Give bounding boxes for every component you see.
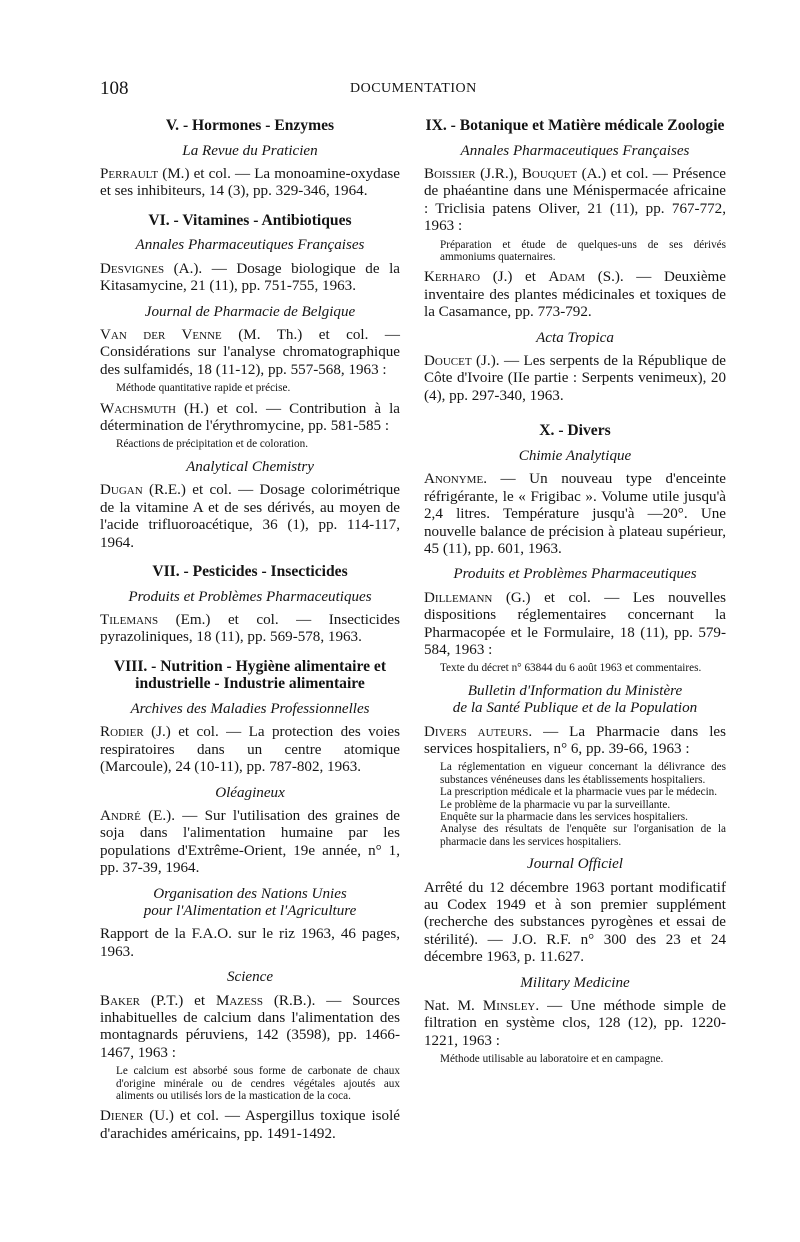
- bibliography-entry: [424, 269, 726, 321]
- entry-text: . — La Pharmacie dans les services hospitaliers, n° 6, pp. 39-66, 1963 :: [424, 723, 726, 757]
- entry-text: . — Un nouveau type d'enceinte réfrigérante, le « Frigibac ». Volume utile jusqu'à 2,4 litres. Température jusqu'à —20°. Une nouvelle balance de précision à plateau supérieur, 45 (11), pp. 601, 1963.: [424, 471, 726, 557]
- section-title-ix: IX. - Botanique et Matière médicale Zoologie: [425, 117, 725, 134]
- bibliography-entry: [100, 327, 400, 379]
- entry-text: Rapport de la F.A.O. sur le riz 1963, 46 pages, 1963.: [100, 926, 400, 960]
- entry-text: (M. Th.) et col. — Considérations sur l'analyse chromatographique des sulfamidés, 18 (11-12), pp. 557-568, 1963 :: [100, 327, 400, 378]
- entry-note: La réglementation en vigueur concernant la délivrance des substances vénéneuses dans les établissements hospitaliers.: [440, 761, 726, 786]
- entry-author: Anonyme: [424, 471, 484, 488]
- entry-author: Doucet: [424, 353, 472, 370]
- bibliography-entry: [100, 926, 400, 961]
- bibliography-entry: [424, 724, 726, 759]
- entry-note: Analyse des résultats de l'enquête sur l'organisation de la pharmacie dans les services hospitaliers.: [440, 823, 726, 848]
- entry-author: Dugan: [100, 482, 143, 499]
- entry-author: Bouquet: [521, 166, 578, 182]
- entry-note: La prescription médicale et la pharmacie vues par le médecin.: [440, 786, 718, 799]
- entry-text: (J.). — Les serpents de la République de Côte d'Ivoire (IIe partie : Serpents venimeux), 20 (4), pp. 297-340, 1963.: [424, 353, 726, 404]
- entry-author: Desvignes: [100, 260, 165, 277]
- entry-text: (G.) et col. — Les nouvelles dispositions réglementaires concernant la Pharmacopée et le Formulaire, 18 (11), pp. 579-584, 1963 :: [424, 589, 726, 658]
- entry-author: Minsley: [482, 998, 536, 1015]
- bibliography-entry: [100, 166, 400, 201]
- journal-title: de la Santé Publique et de la Population: [452, 700, 698, 717]
- journal-title: Produits et Problèmes Pharmaceutiques: [453, 566, 697, 583]
- page-number: 108: [100, 78, 129, 99]
- entry-text: (J.) et: [480, 269, 549, 286]
- bibliography-entry: [424, 471, 726, 558]
- bibliography-entry: [100, 808, 400, 878]
- entry-text: (A.). — Dosage biologique de la Kitasamycine, 21 (11), pp. 751-755, 1963.: [100, 260, 400, 295]
- entry-note: Le calcium est absorbé sous forme de carbonate de chaux d'origine minérale ou de cendres végétales ajoutés aux aliments ou utilisés lors de la mastication de la coca.: [116, 1065, 400, 1103]
- bibliography-entry: [424, 166, 726, 236]
- entry-text: (S.). — Deuxième inventaire des plantes médicinales et toxiques de la Casamance, pp. 773-792.: [424, 269, 726, 321]
- entry-author: Divers auteurs: [424, 723, 529, 740]
- entry-note: Réactions de précipitation et de coloration.: [116, 438, 308, 451]
- entry-text: Arrêté du 12 décembre 1963 portant modificatif au Codex 1949 et à son premier supplément (recherche des substances pyrogènes et essai de stérilité). — J.O. R.F. n° 300 des 23 et 24 décembre 1963, p. 11.627.: [424, 879, 726, 966]
- bibliography-entry: [424, 998, 726, 1050]
- entry-author: Mazess: [215, 992, 263, 1009]
- entry-text: (Em.) et col. — Insecticides pyrazoliniques, 18 (11), pp. 569-578, 1963.: [100, 611, 400, 646]
- entry-text: (J.) et col. — La protection des voies respiratoires dans un centre atomique (Marcoule), 24 (10-11), pp. 787-802, 1963.: [100, 724, 400, 776]
- journal-title: Annales Pharmaceutiques Françaises: [460, 142, 690, 159]
- section-title-x: X. - Divers: [539, 422, 611, 440]
- entry-text: (P.T.) et: [140, 992, 216, 1009]
- bibliography-entry: [100, 482, 400, 552]
- bibliography-entry: [100, 261, 400, 296]
- journal-title: Journal de Pharmacie de Belgique: [144, 303, 356, 320]
- entry-text: (U.) et col. — Aspergillus toxique isolé d'arachides américains, pp. 1491-1492.: [100, 1108, 400, 1142]
- entry-note: Enquête sur la pharmacie dans les services hospitaliers.: [440, 811, 688, 823]
- entry-author: Adam: [548, 269, 586, 286]
- bibliography-entry: [100, 612, 400, 647]
- entry-text: (J.R.),: [475, 166, 522, 182]
- section-title-vii: VII. - Pesticides - Insecticides: [152, 562, 348, 580]
- entry-author: Kerharo: [424, 269, 481, 286]
- entry-text: (R.E.) et col. — Dosage colorimétrique de la vitamine A et de ses dérivés, au moyen de l'acide trifluoroacétique, 36 (1), pp. 114-117, 1964.: [100, 482, 400, 551]
- journal-title: Produits et Problèmes Pharmaceutiques: [128, 588, 372, 605]
- entry-text: (A.) et col. — Présence de phaéantine dans une Ménispermacée africaine : Triclisia patens Oliver, 21 (11), pp. 767-772, 1963 :: [424, 166, 726, 235]
- entry-note: Préparation et étude de quelques-uns de ses dérivés ammoniums quaternaires.: [440, 238, 726, 264]
- entry-author: Tilemans: [100, 611, 159, 628]
- right-column: [424, 117, 726, 1072]
- bibliography-entry: [424, 353, 726, 405]
- journal-title: La Revue du Praticien: [182, 142, 318, 159]
- journal-title: Journal Officiel: [527, 856, 623, 873]
- entry-text: (E.). — Sur l'utilisation des graines de soja dans l'alimentation humaine par les populations d'Extrême-Orient, 19e année, n° 1, pp. 37-39, 1964.: [100, 807, 400, 877]
- entry-text: (R.B.). — Sources inhabituelles de calcium dans l'alimentation des montagnards péruviens, 142 (3598), pp. 1466-1467, 1963 :: [100, 992, 400, 1061]
- section-title-v: V. - Hormones - Enzymes: [165, 117, 335, 134]
- bibliography-entry: [100, 993, 400, 1063]
- bibliography-entry: [424, 590, 726, 660]
- entry-note: Texte du décret n° 63844 du 6 août 1963 et commentaires.: [440, 662, 702, 675]
- entry-author: Baker: [100, 992, 141, 1009]
- entry-author: Boissier: [424, 166, 476, 182]
- bibliography-entry: [424, 880, 726, 967]
- entry-text: (H.) et col. — Contribution à la détermination de l'érythromycine, pp. 581-585 :: [100, 400, 400, 435]
- journal-title: pour l'Alimentation et l'Agriculture: [143, 902, 357, 919]
- bibliography-entry: [100, 724, 400, 776]
- entry-note: Méthode utilisable au laboratoire et en campagne.: [440, 1053, 664, 1066]
- section-title-vi: VI. - Vitamines - Antibiotiques: [148, 211, 352, 229]
- entry-text: (M.) et col. — La monoamine-oxydase et ses inhibiteurs, 14 (3), pp. 329-346, 1964.: [100, 166, 400, 200]
- entry-author: Wachsmuth: [100, 400, 176, 417]
- bibliography-entry: [100, 1108, 400, 1143]
- entry-author: Perrault: [100, 166, 159, 182]
- journal-title: Science: [226, 969, 274, 986]
- journal-title: Archives des Maladies Professionnelles: [130, 700, 370, 717]
- journal-title: Organisation des Nations Unies: [153, 885, 347, 902]
- journal-title: Military Medicine: [520, 974, 630, 991]
- entry-author: Diener: [100, 1108, 144, 1125]
- journal-title: Oléagineux: [215, 784, 285, 801]
- bibliography-entry: [100, 401, 400, 436]
- running-title: DOCUMENTATION: [350, 81, 477, 96]
- entry-author: Dillemann: [424, 589, 493, 606]
- entry-text: . — Une méthode simple de filtration en système clos, 128 (12), pp. 1220-1221, 1963 :: [424, 998, 726, 1049]
- section-title-viii: VIII. - Nutrition - Hygiène alimentaire et industrielle - Industrie alimentaire: [113, 657, 387, 693]
- journal-title: Annales Pharmaceutiques Françaises: [135, 237, 365, 254]
- entry-author: André: [100, 807, 141, 824]
- entry-text: Nat. M.: [424, 998, 483, 1015]
- entry-author: Van der Venne: [100, 327, 222, 344]
- journal-title: Acta Tropica: [536, 329, 614, 346]
- journal-title: Bulletin d'Information du Ministère: [467, 682, 683, 699]
- left-column: [100, 117, 400, 1146]
- entry-note: Méthode quantitative rapide et précise.: [116, 382, 291, 395]
- journal-title: Analytical Chemistry: [186, 458, 314, 475]
- entry-author: Rodier: [100, 724, 144, 741]
- journal-title: Chimie Analytique: [518, 447, 632, 464]
- entry-note: Le problème de la pharmacie vu par la surveillante.: [440, 798, 671, 811]
